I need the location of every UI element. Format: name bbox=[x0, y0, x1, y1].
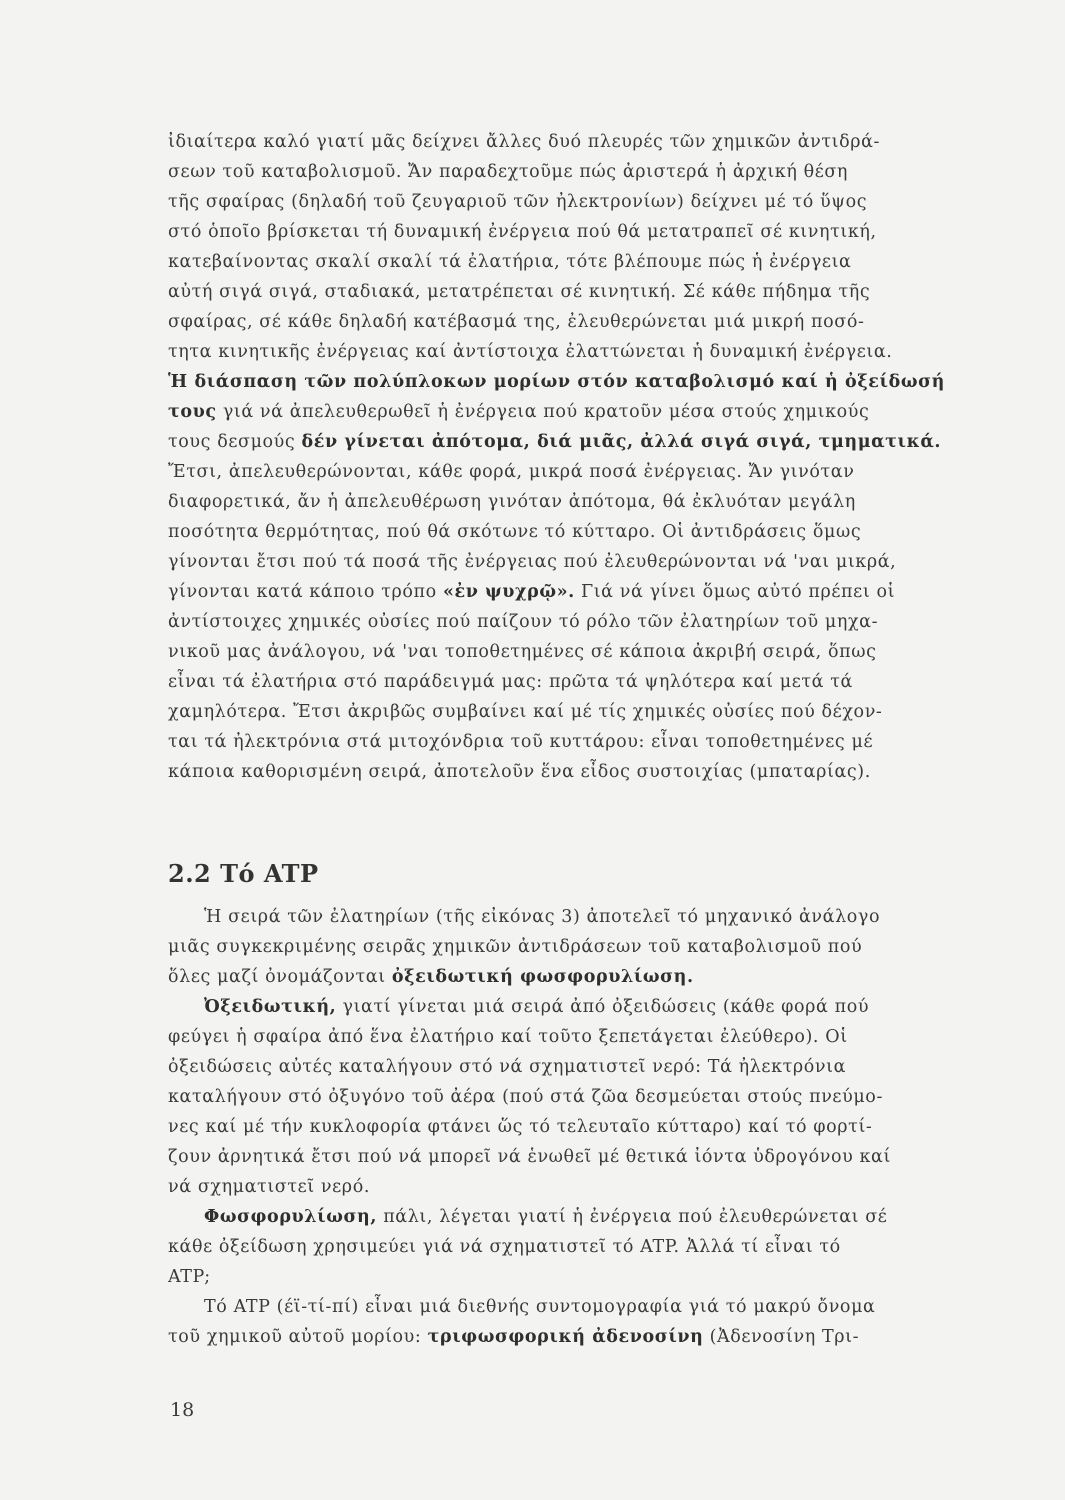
text-run: γιά νά ἀπελευθερωθεῖ ἡ ἐνέργεια πού κρατοῦν μέσα στούς χημικούς bbox=[216, 402, 870, 422]
text-run: διαφορετικά, ἄν ἡ ἀπελευθέρωση γινόταν ἀπότομα, θά ἐκλυόταν μεγάλη bbox=[168, 492, 856, 512]
text-line bbox=[168, 902, 968, 932]
text-line bbox=[168, 427, 968, 457]
text-line bbox=[168, 727, 968, 757]
text-line bbox=[168, 397, 968, 427]
text-line bbox=[168, 757, 968, 787]
text-line bbox=[168, 1262, 968, 1292]
text-run: νά σχηματιστεῖ νερό. bbox=[168, 1177, 370, 1197]
text-line bbox=[168, 1142, 968, 1172]
text-run: μιᾶς συγκεκριμένης σειρᾶς χημικῶν ἀντιδράσεων τοῦ καταβολισμοῦ πού bbox=[168, 937, 863, 957]
text-line bbox=[168, 607, 968, 637]
text-line bbox=[168, 547, 968, 577]
text-run: στό ὁποῖο βρίσκεται τή δυναμική ἐνέργεια πού θά μετατραπεῖ σέ κινητική, bbox=[168, 222, 877, 242]
text-run: τους δεσμούς bbox=[168, 432, 302, 452]
text-run: τητα κινητικῆς ἐνέργειας καί ἀντίστοιχα ἐλαττώνεται ἡ δυναμική ἐνέργεια. bbox=[168, 342, 893, 362]
text-run: κάθε ὀξείδωση χρησιμεύει γιά νά σχηματιστεῖ τό ATP. Ἀλλά τί εἶναι τό bbox=[168, 1237, 841, 1257]
text-run: Γιά νά γίνει ὅμως αὐτό πρέπει οἱ bbox=[574, 582, 896, 602]
text-line bbox=[168, 637, 968, 667]
text-line bbox=[168, 1232, 968, 1262]
text-line bbox=[168, 307, 968, 337]
section-heading: 2.2 Τό ATP bbox=[168, 859, 319, 888]
text-run: ἰδιαίτερα καλό γιατί μᾶς δείχνει ἄλλες δυό πλευρές τῶν χημικῶν ἀντιδρά- bbox=[168, 132, 881, 152]
bold-text: Φωσφορυλίωση, bbox=[204, 1207, 378, 1227]
bold-text: Ἡ διάσπαση τῶν πολύπλοκων μορίων στόν καταβολισμό καί ἡ ὀξείδωσή bbox=[168, 372, 945, 392]
text-line bbox=[168, 932, 968, 962]
text-run: Ἔτσι, ἀπελευθερώνονται, κάθε φορά, μικρά ποσά ἐνέργειας. Ἄν γινόταν bbox=[168, 462, 855, 482]
text-run: ποσότητα θερμότητας, πού θά σκότωνε τό κύτταρο. Οἱ ἀντιδράσεις ὅμως bbox=[168, 522, 862, 542]
text-line bbox=[168, 1022, 968, 1052]
text-line bbox=[168, 992, 968, 1022]
text-line bbox=[168, 1172, 968, 1202]
text-run: καταλήγουν στό ὀξυγόνο τοῦ ἀέρα (πού στά ζῶα δεσμεύεται στούς πνεύμο- bbox=[168, 1087, 883, 1107]
text-line bbox=[168, 1202, 968, 1232]
text-line bbox=[168, 217, 968, 247]
text-line bbox=[168, 487, 968, 517]
page-number: 18 bbox=[170, 1399, 195, 1421]
text-run: ATP; bbox=[168, 1267, 211, 1287]
text-run: γίνονται κατά κάποιο τρόπο bbox=[168, 582, 443, 602]
text-run: (Ἀδενοσίνη Τρι- bbox=[703, 1327, 860, 1347]
bold-text: «ἐν ψυχρῷ». bbox=[442, 582, 575, 602]
text-run: νες καί μέ τήν κυκλοφορία φτάνει ὥς τό τελευταῖο κύτταρο) καί τό φορτί- bbox=[168, 1117, 873, 1137]
text-line bbox=[168, 577, 968, 607]
text-run: Ἡ σειρά τῶν ἐλατηρίων (τῆς εἰκόνας 3) ἀποτελεῖ τό μηχανικό ἀνάλογο bbox=[204, 907, 881, 927]
text-line bbox=[168, 337, 968, 367]
text-run: ὅλες μαζί ὀνομάζονται bbox=[168, 967, 392, 987]
text-run: χαμηλότερα. Ἔτσι ἀκριβῶς συμβαίνει καί μέ τίς χημικές οὐσίες πού δέχον- bbox=[168, 702, 883, 722]
text-line bbox=[168, 367, 968, 397]
text-run: σεων τοῦ καταβολισμοῦ. Ἄν παραδεχτοῦμε πώς ἀριστερά ἡ ἀρχική θέση bbox=[168, 162, 849, 182]
text-run: τῆς σφαίρας (δηλαδή τοῦ ζευγαριοῦ τῶν ἠλεκτρονίων) δείχνει μέ τό ὕψος bbox=[168, 192, 868, 212]
text-run: κάποια καθορισμένη σειρά, ἀποτελοῦν ἕνα εἶδος συστοιχίας (μπαταρίας). bbox=[168, 762, 871, 782]
text-line bbox=[168, 1292, 968, 1322]
text-run: φεύγει ἡ σφαίρα ἀπό ἕνα ἐλατήριο καί τοῦτο ξεπετάγεται ἐλεύθερο). Οἱ bbox=[168, 1027, 848, 1047]
bold-text: ὀξειδωτική φωσφορυλίωση. bbox=[391, 967, 694, 987]
text-line bbox=[168, 1082, 968, 1112]
text-line bbox=[168, 962, 968, 992]
text-line bbox=[168, 277, 968, 307]
text-run: ται τά ἠλεκτρόνια στά μιτοχόνδρια τοῦ κυττάρου: εἶναι τοποθετημένες μέ bbox=[168, 732, 874, 752]
text-run: ζουν ἀρνητικά ἔτσι πού νά μπορεῖ νά ἑνωθεῖ μέ θετικά ἰόντα ὑδρογόνου καί bbox=[168, 1147, 891, 1167]
text-line bbox=[168, 127, 968, 157]
text-line bbox=[168, 1052, 968, 1082]
bold-text: Ὀξειδωτική, bbox=[204, 997, 337, 1017]
text-line bbox=[168, 667, 968, 697]
text-run: νικοῦ μας ἀνάλογου, νά 'ναι τοποθετημένες σέ κάποια ἀκριβή σειρά, ὅπως bbox=[168, 642, 877, 662]
text-line bbox=[168, 157, 968, 187]
text-line bbox=[168, 187, 968, 217]
text-run: αὐτή σιγά σιγά, σταδιακά, μετατρέπεται σέ κινητική. Σέ κάθε πήδημα τῆς bbox=[168, 282, 871, 302]
text-run: κατεβαίνοντας σκαλί σκαλί τά ἐλατήρια, τότε βλέπουμε πώς ἡ ἐνέργεια bbox=[168, 252, 852, 272]
text-line bbox=[168, 1322, 968, 1352]
text-line bbox=[168, 457, 968, 487]
text-line bbox=[168, 517, 968, 547]
text-run: σφαίρας, σέ κάθε δηλαδή κατέβασμά της, ἐλευθερώνεται μιά μικρή ποσό- bbox=[168, 312, 865, 332]
bold-text: τριφωσφορική ἀδενοσίνη bbox=[427, 1327, 704, 1347]
text-line bbox=[168, 697, 968, 727]
paragraph-atp bbox=[168, 902, 968, 1352]
text-line bbox=[168, 1112, 968, 1142]
text-run: γιατί γίνεται μιά σειρά ἀπό ὀξειδώσεις (κάθε φορά πού bbox=[336, 997, 870, 1017]
text-run: γίνονται ἔτσι πού τά ποσά τῆς ἐνέργειας πού ἐλευθερώνονται νά 'ναι μικρά, bbox=[168, 552, 897, 572]
text-run: πάλι, λέγεται γιατί ἡ ἐνέργεια πού ἐλευθερώνεται σέ bbox=[377, 1207, 888, 1227]
text-run: ἀντίστοιχες χημικές οὐσίες πού παίζουν τό ρόλο τῶν ἐλατηρίων τοῦ μηχα- bbox=[168, 612, 879, 632]
text-line bbox=[168, 247, 968, 277]
bold-text: δέν γίνεται ἀπότομα, διά μιᾶς, ἀλλά σιγά σιγά, τμηματικά. bbox=[301, 432, 942, 452]
text-run: τοῦ χημικοῦ αὐτοῦ μορίου: bbox=[168, 1327, 428, 1347]
text-run: ὀξειδώσεις αὐτές καταλήγουν στό νά σχηματιστεῖ νερό: Τά ἠλεκτρόνια bbox=[168, 1057, 847, 1077]
paragraph-catabolism bbox=[168, 127, 968, 787]
text-run: Τό ATP (έϊ-τί-πί) εἶναι μιά διεθνής συντομογραφία γιά τό μακρύ ὄνομα bbox=[204, 1297, 876, 1317]
bold-text: τους bbox=[168, 402, 217, 422]
text-run: εἶναι τά ἐλατήρια στό παράδειγμά μας: πρῶτα τά ψηλότερα καί μετά τά bbox=[168, 672, 853, 692]
